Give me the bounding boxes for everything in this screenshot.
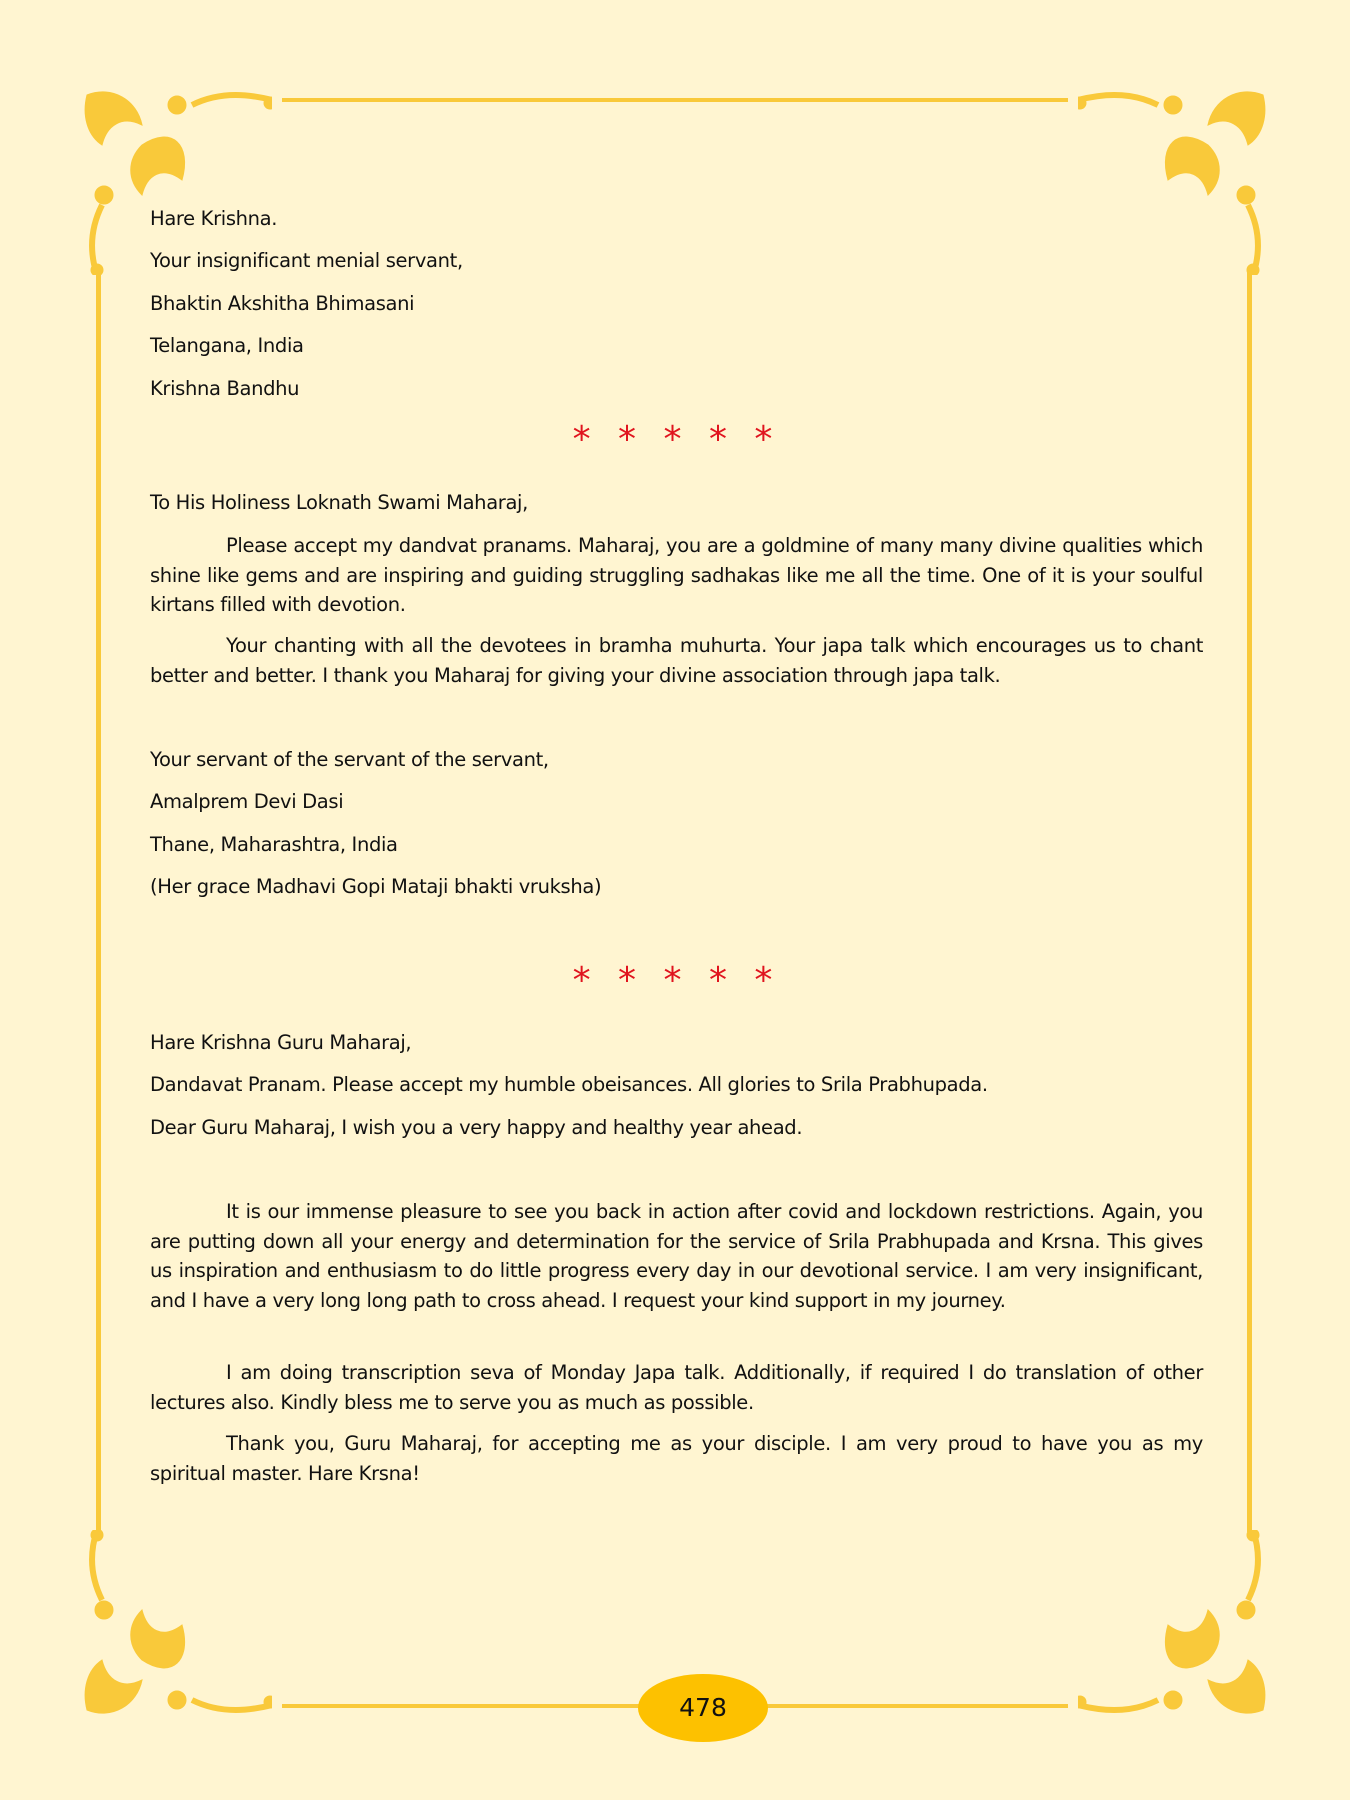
corner-ornament-icon [1078,1530,1268,1720]
author-name: Amalprem Devi Dasi [150,790,344,813]
paragraph: It is our immense pleasure to see you back in action after covid and lockdown restrictions. Again, you are putting down all your energy and determination for the service of Srila Prabhupada and Krsna. This gives us inspiration and enthusiasm to do little progress every day in our devotional service. I am very insignificant, and I have a very long long path to cross ahead. I request your kind support in my journey. [150,1200,1203,1312]
border-left [96,272,101,1532]
author-location: Thane, Maharashtra, India [150,833,398,856]
author-group: Krishna Bandhu [150,377,300,400]
corner-ornament-icon [82,1530,272,1720]
separator-stars: * * * * * [572,960,781,1001]
page-number: 478 [638,1674,768,1742]
author-name: Bhaktin Akshitha Bhimasani [150,292,415,315]
salutation: Hare Krishna Guru Maharaj, [150,1031,412,1054]
closing: Hare Krishna. [150,207,278,230]
author-location: Telangana, India [150,334,304,357]
salutation: To His Holiness Loknath Swami Maharaj, [150,491,528,514]
paragraph: Your chanting with all the devotees in bramha muhurta. Your japa talk which encourages us to chant better and better. I thank you Maharaj for giving your divine association through japa talk. [150,634,1203,687]
border-bottom-right [764,1704,1068,1708]
corner-ornament-icon [1078,85,1268,275]
author-group: (Her grace Madhavi Gopi Mataji bhakti vruksha) [150,875,602,898]
text-line: Dandavat Pranam. Please accept my humble obeisances. All glories to Srila Prabhupada. [150,1073,988,1096]
separator-stars: * * * * * [572,419,781,460]
paragraph: I am doing transcription seva of Monday Japa talk. Additionally, if required I do translation of other lectures also. Kindly bless me to serve you as much as possible. [150,1361,1203,1414]
border-bottom-left [282,1704,642,1708]
text-line: Dear Guru Maharaj, I wish you a very happy and healthy year ahead. [150,1116,803,1139]
border-right [1247,272,1252,1532]
paragraph: Please accept my dandvat pranams. Maharaj, you are a goldmine of many many divine qualities which shine like gems and are inspiring and guiding struggling sadhakas like me all the time. One of it is your soulful kirtans filled with devotion. [150,534,1203,616]
signoff: Your insignificant menial servant, [150,249,463,272]
corner-ornament-icon [82,85,272,275]
signoff: Your servant of the servant of the servant, [150,748,549,771]
border-top [282,98,1068,102]
paragraph: Thank you, Guru Maharaj, for accepting me as your disciple. I am very proud to have you as my spiritual master. Hare Krsna! [150,1432,1203,1485]
